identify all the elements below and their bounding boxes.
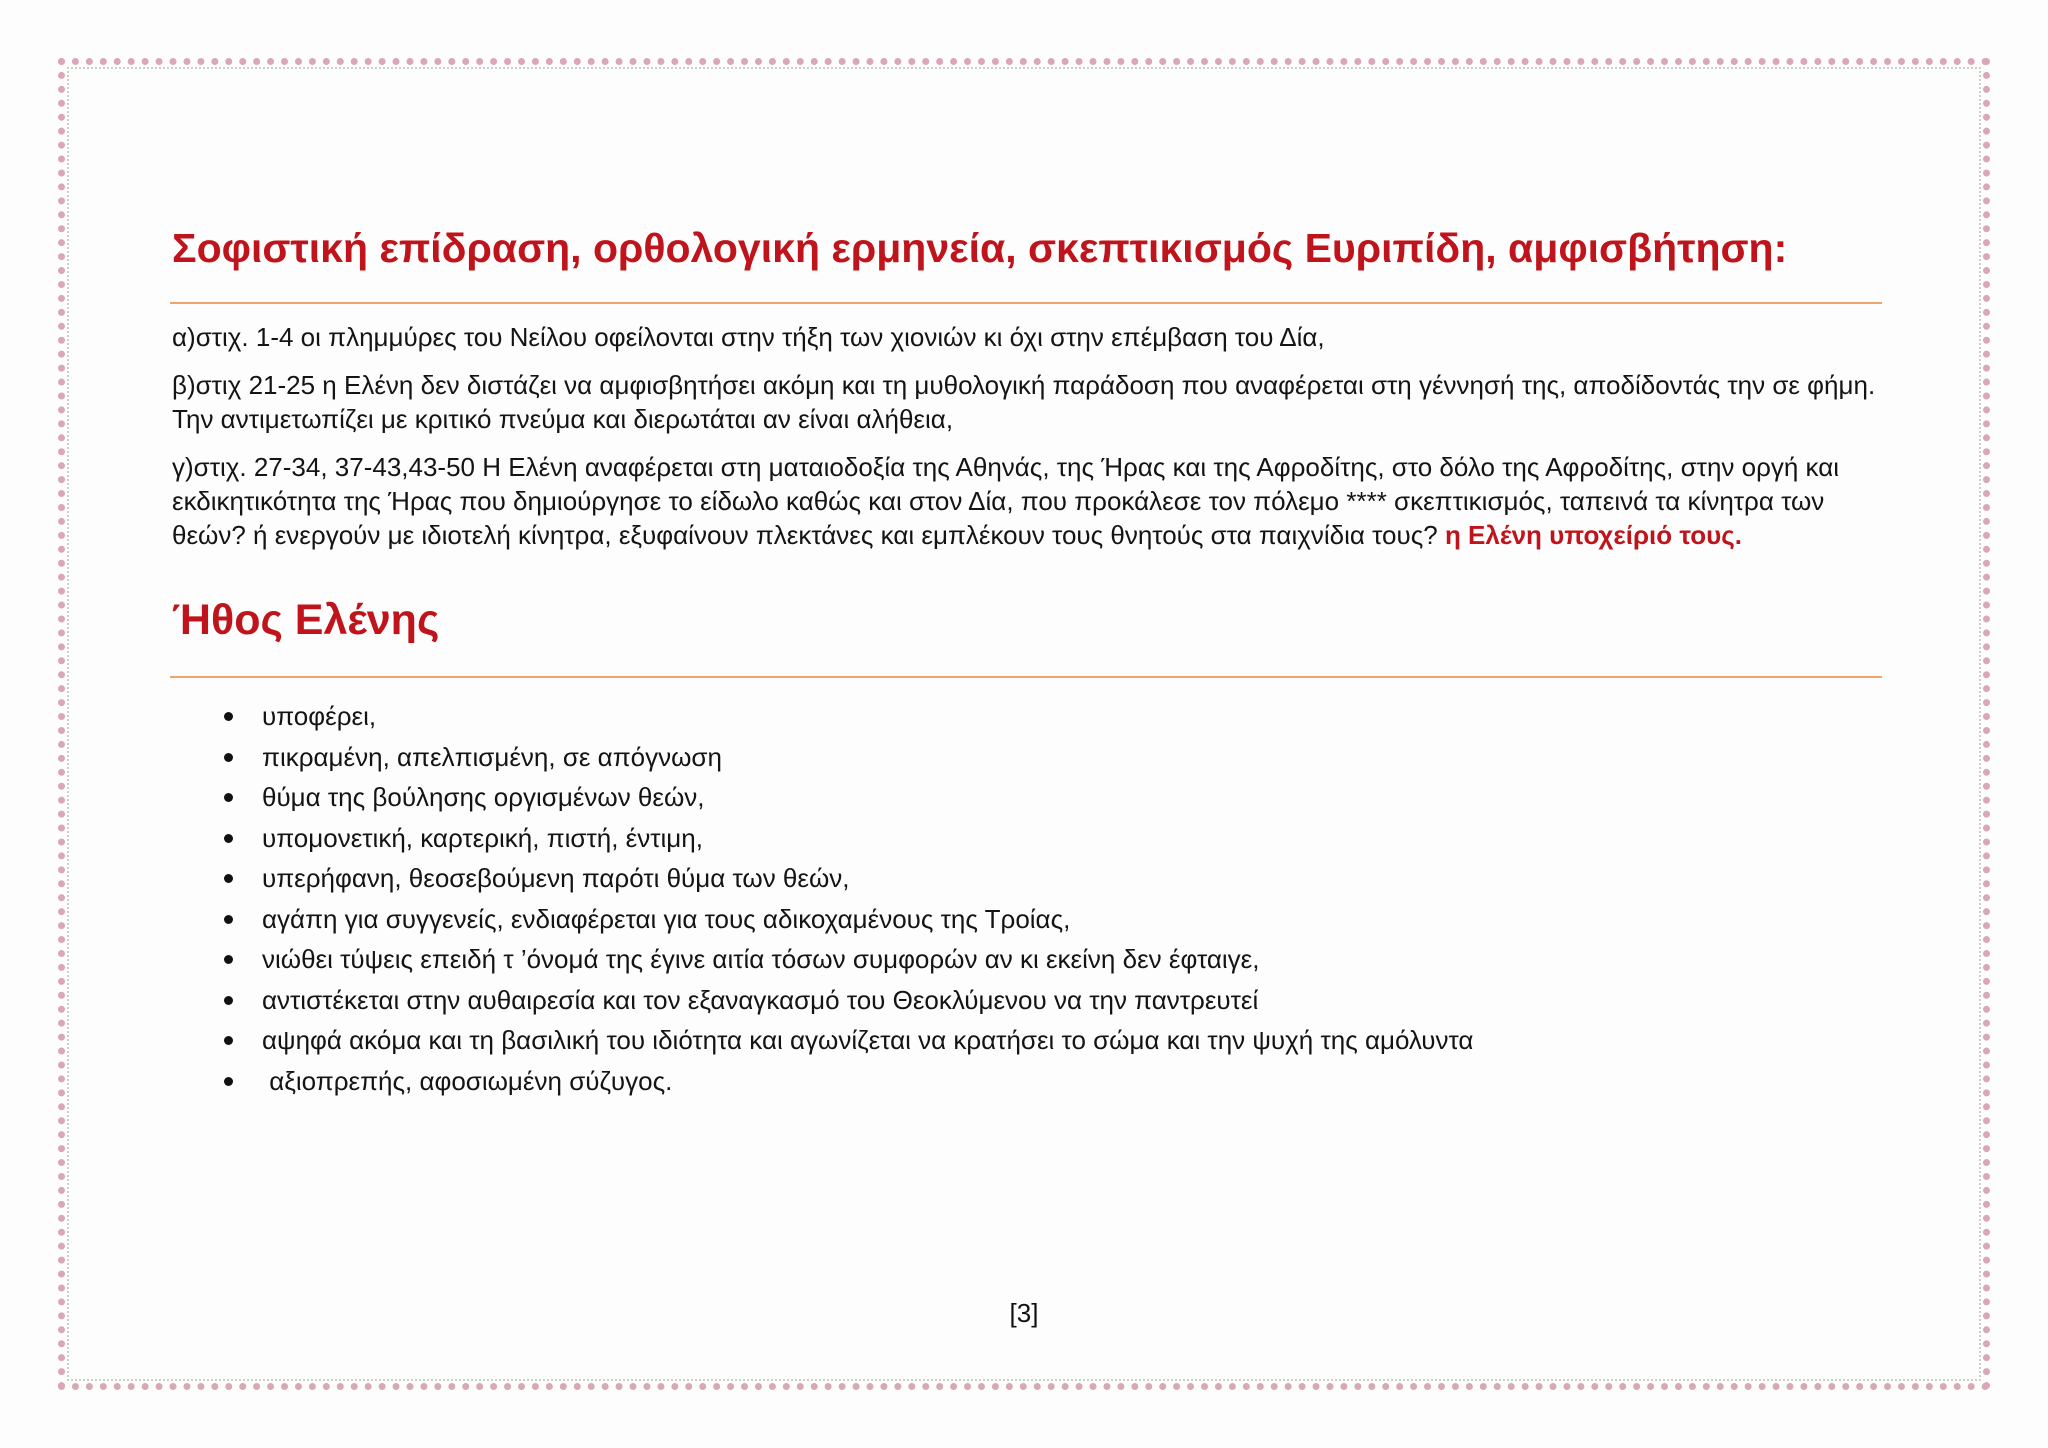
bullet-icon [224, 1077, 233, 1086]
list-item [172, 696, 1880, 737]
list-item-text: πικραμένη, απελπισμένη, σε απόγνωση [262, 741, 722, 772]
paragraph-b: β)στιχ 21-25 η Ελένη δεν διστάζει να αμφισβητήσει ακόμη και τη μυθολογική παράδοση που αναφέρεται στη γέννησή της, αποδίδοντάς την σε φήμη. Την αντιμετωπίζει με κριτικό πνεύμα και διερωτάται αν είναι αλήθεια, [172, 370, 1876, 434]
list-item-text: υπομονετική, καρτερική, πιστή, έντιμη, [262, 822, 703, 853]
bullet-icon [224, 874, 233, 883]
page-number: [3] [1009, 1298, 1039, 1328]
list-item-text: υποφέρει, [262, 701, 377, 731]
list-item-text: αντιστέκεται στην αυθαιρεσία και τον εξαναγκασμό του Θεοκλύμενου να την παντρευτεί [262, 984, 1259, 1015]
paragraph-c-text: γ)στιχ. 27-34, 37-43,43-50 Η Ελένη αναφέρεται στη ματαιοδοξία της Αθηνάς, της Ήρας και της Αφροδίτης, στο δόλο της Αφροδίτης, στην οργή και εκδικητικότητα της Ήρας που δημιούργησε το είδωλο καθώς και στον Δία, που προκάλεσε τον πόλεμο **** σκεπτικισμός, ταπεινά τα κίνητρα των θεών? ή ενεργούν με ιδιοτελή κίνητρα, εξυφαίνουν πλεκτάνες και εμπλέκουν τους θνητούς στα παιχνίδια τους? [172, 452, 1840, 550]
page-content [172, 210, 1880, 1101]
list-item [172, 899, 1880, 940]
paragraph-c [172, 450, 1880, 552]
list-item [172, 1061, 1880, 1102]
list-item [172, 777, 1880, 818]
bullet-icon [224, 996, 233, 1005]
list-item [172, 1020, 1880, 1061]
list-item-text: νιώθει τύψεις επειδή τ ’όνομά της έγινε αιτία τόσων συμφορών αν κι εκείνη δεν έφταιγε, [262, 944, 1260, 974]
character-trait-list [172, 696, 1880, 1101]
paragraph-a: α)στιχ. 1-4 οι πλημμύρες του Νείλου οφείλονται στην τήξη των χιονιών κι όχι στην επέμβαση του Δία, [172, 322, 1325, 352]
heading-divider [170, 676, 1882, 678]
bullet-icon [224, 1036, 233, 1045]
bullet-icon [224, 712, 233, 721]
section-heading-sophistic-influence: Σοφιστική επίδραση, ορθολογική ερμηνεία, σκεπτικισμός Ευριπίδη, αμφισβήτηση: [172, 225, 1788, 271]
list-item-text: αξιοπρεπής, αφοσιωμένη σύζυγος. [262, 1065, 673, 1096]
list-item-text: αψηφά ακόμα και τη βασιλική του ιδιότητα και αγωνίζεται να κρατήσει το σώμα και την ψυχή της αμόλυντα [262, 1025, 1474, 1055]
bullet-icon [224, 915, 233, 924]
list-item [172, 939, 1880, 980]
list-item [172, 737, 1880, 778]
bullet-icon [224, 955, 233, 964]
list-item [172, 858, 1880, 899]
list-item-text: αγάπη για συγγενείς, ενδιαφέρεται για τους αδικοχαμένους της Τροίας, [262, 903, 1071, 934]
list-item-text: υπερήφανη, θεοσεβούμενη παρότι θύμα των θεών, [262, 863, 850, 893]
bullet-icon [224, 753, 233, 762]
paragraph-c-highlight: η Ελένη υποχείριό τους. [1444, 520, 1742, 550]
bullet-icon [224, 834, 233, 843]
heading-divider [170, 302, 1882, 304]
list-item [172, 818, 1880, 859]
list-item-text: θύμα της βούλησης οργισμένων θεών, [262, 782, 705, 812]
section-heading-helen-character: Ήθος Ελένης [172, 596, 440, 644]
bullet-icon [224, 793, 233, 802]
list-item [172, 980, 1880, 1021]
